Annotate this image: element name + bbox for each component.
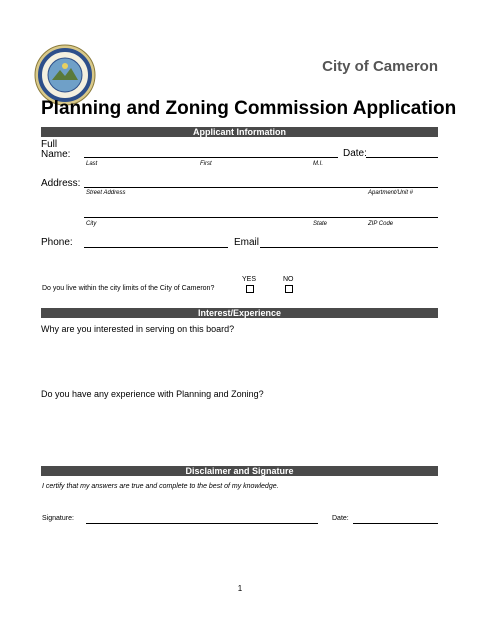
zip-sublabel: ZIP Code (368, 221, 394, 227)
phone-field[interactable] (84, 247, 228, 248)
phone-label: Phone: (41, 237, 73, 248)
yes-label: YES (242, 276, 257, 283)
section-header-applicant: Applicant Information (41, 127, 438, 137)
address-label: Address: (41, 178, 81, 189)
no-checkbox[interactable] (285, 285, 293, 293)
city-limits-question: Do you live within the city limits of the City of Cameron? (42, 285, 215, 292)
interest-question: Why are you interested in serving on this board? (41, 324, 235, 334)
mi-sublabel: M.I. (313, 161, 323, 167)
full-name-label-line2: Name: (41, 149, 71, 160)
experience-question: Do you have any experience with Planning and Zoning? (41, 389, 264, 399)
first-sublabel: First (200, 161, 212, 167)
page-number: 1 (237, 584, 243, 593)
certify-statement: I certify that my answers are true and complete to the best of my knowledge. (42, 483, 279, 490)
signature-date-label: Date: (332, 515, 349, 522)
city-seal-icon (34, 44, 96, 106)
full-name-field[interactable] (84, 157, 338, 158)
city-state-zip-field[interactable] (84, 217, 438, 218)
city-sublabel: City (86, 221, 97, 227)
form-title: Planning and Zoning Commission Application (41, 98, 457, 119)
apt-sublabel: Apartment/Unit # (368, 190, 414, 196)
section-header-disclaimer: Disclaimer and Signature (41, 466, 438, 476)
last-sublabel: Last (86, 161, 98, 167)
section-header-interest: Interest/Experience (41, 308, 438, 318)
state-sublabel: State (313, 221, 328, 227)
street-address-field[interactable] (84, 187, 438, 188)
city-name: City of Cameron (322, 58, 438, 75)
street-sublabel: Street Address (86, 190, 126, 196)
full-name-label-line1: Full (41, 139, 58, 150)
signature-field[interactable] (86, 523, 318, 524)
yes-checkbox[interactable] (246, 285, 254, 293)
signature-label: Signature: (42, 515, 74, 522)
no-label: NO (283, 276, 294, 283)
date-field[interactable] (366, 157, 438, 158)
email-field[interactable] (260, 247, 438, 248)
date-label: Date: (343, 148, 367, 159)
email-label: Email (234, 237, 260, 248)
signature-date-field[interactable] (353, 523, 438, 524)
